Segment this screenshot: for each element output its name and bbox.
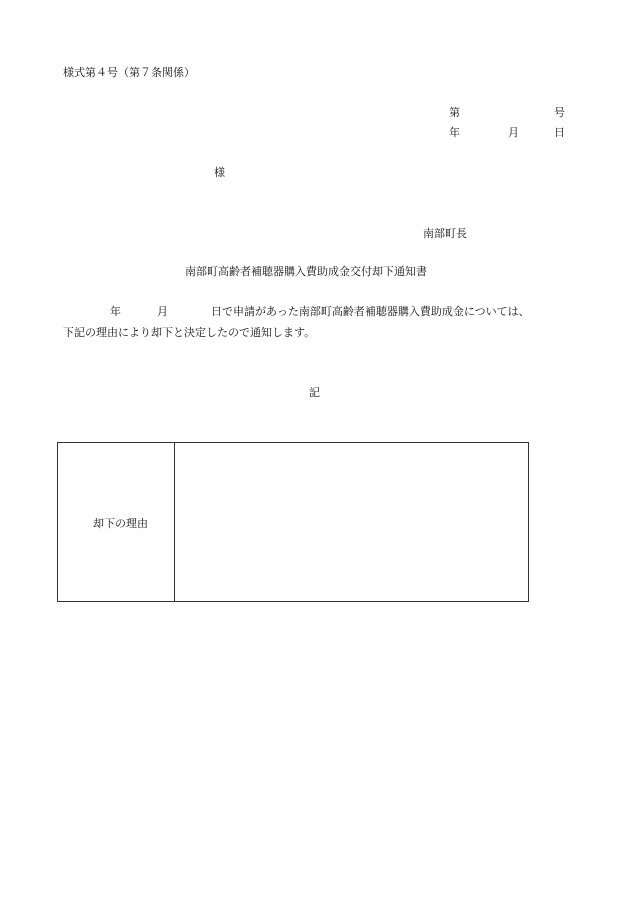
form-label: 様式第４号（第７条関係）	[63, 66, 195, 79]
reason-label: 却下の理由	[93, 517, 148, 530]
issue-date-year: 年	[449, 126, 460, 139]
body-text-1: で申請があった南部町高齢者補聴器購入費助成金については、	[222, 305, 530, 318]
body-line-1	[63, 305, 530, 318]
ki-heading: 記	[309, 386, 320, 399]
document-title: 南部町高齢者補聴器購入費助成金交付却下通知書	[185, 265, 427, 278]
body-month: 月	[157, 305, 168, 318]
recipient-honorific: 様	[214, 166, 225, 179]
issue-date-day: 日	[554, 126, 565, 139]
reason-value-cell	[175, 443, 528, 601]
body-line-2: 下記の理由により却下と決定したので通知します。	[63, 326, 316, 339]
issue-date-month: 月	[508, 126, 519, 139]
body-day: 日	[211, 305, 222, 318]
reason-table	[57, 442, 529, 602]
issuer-name: 南部町長	[423, 227, 467, 240]
reason-label-cell	[58, 443, 175, 601]
document-number-prefix: 第	[449, 106, 460, 119]
document-number-suffix: 号	[554, 106, 565, 119]
body-year: 年	[110, 305, 121, 318]
